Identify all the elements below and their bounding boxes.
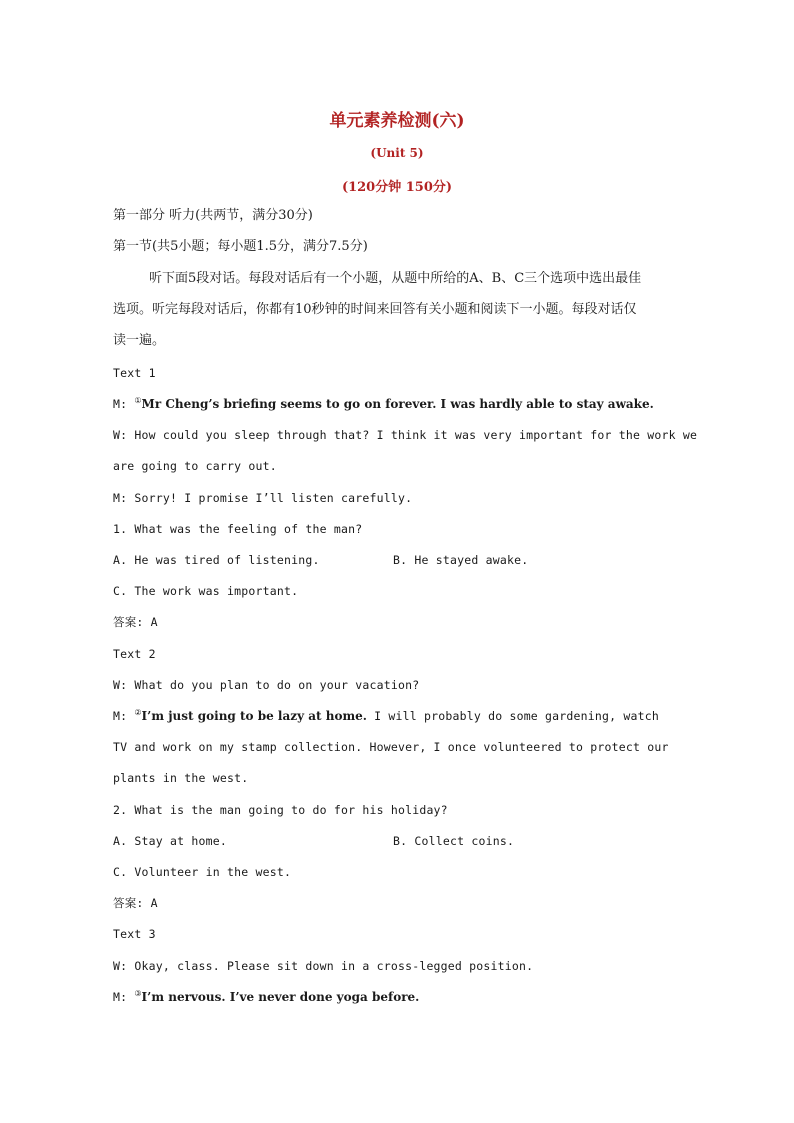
highlighted-sentence: I’m nervous. I’ve never done yoga before. [141,990,420,1004]
option-c: C. The work was important. [113,584,299,598]
dialogue-line: are going to carry out. [113,459,277,473]
dialogue-line: M: Sorry! I promise I’ll listen carefully. [113,491,413,505]
dialogue-line: plants in the west. [113,771,249,785]
dialogue-line [113,707,683,725]
question: 1. What was the feeling of the man? [113,522,363,536]
instructions-line-1: 听下面5段对话。每段对话后有一个小题，从题中所给的A、B、C三个选项中选出最佳 [149,271,642,286]
options-row [113,551,683,569]
footnote-marker: ② [134,708,142,717]
dialogue-line: W: Okay, class. Please sit down in a cross-legged position. [113,959,534,973]
dialogue-line: TV and work on my stamp collection. However, I once volunteered to protect our [113,740,669,754]
dialogue-line [113,988,683,1006]
text-label: Text 1 [113,366,156,380]
option-b: B. He stayed awake. [393,553,529,567]
option-a: A. He was tired of listening. [113,553,320,567]
answer: 答案: A [113,615,158,629]
text-label: Text 3 [113,927,156,941]
footnote-marker: ① [134,396,142,405]
option-a: A. Stay at home. [113,834,227,848]
text-label: Text 2 [113,647,156,661]
question: 2. What is the man going to do for his holiday? [113,803,448,817]
answer: 答案: A [113,896,158,910]
speaker-label: M: [113,990,135,1004]
section-heading: 第一节(共5小题；每小题1.5分，满分7.5分) [113,239,368,254]
dialogue-line: W: How could you sleep through that? I think it was very important for the work we [113,428,698,442]
option-b: B. Collect coins. [393,834,515,848]
option-c: C. Volunteer in the west. [113,865,292,879]
part-heading: 第一部分 听力(共两节，满分30分) [113,208,313,223]
dialogue-continuation: I will probably do some gardening, watch [366,709,660,723]
highlighted-sentence: Mr Cheng’s briefing seems to go on forever. I was hardly able to stay awake. [141,397,654,411]
footnote-marker: ③ [134,989,142,998]
speaker-label: M: [113,397,135,411]
page-title: 单元素养检测(六) [329,111,465,131]
unit-subtitle: (Unit 5) [370,146,424,160]
instructions-line-2: 选项。听完每段对话后，你都有10秒钟的时间来回答有关小题和阅读下一小题。每段对话仅 [113,302,637,317]
options-row [113,832,683,850]
highlighted-sentence: I’m just going to be lazy at home. [141,709,367,723]
speaker-label: M: [113,709,135,723]
instructions-line-3: 读一遍。 [113,333,166,348]
dialogue-line: W: What do you plan to do on your vacation? [113,678,420,692]
time-score-subtitle: (120分钟 150分) [341,180,453,195]
dialogue-line [113,395,683,413]
